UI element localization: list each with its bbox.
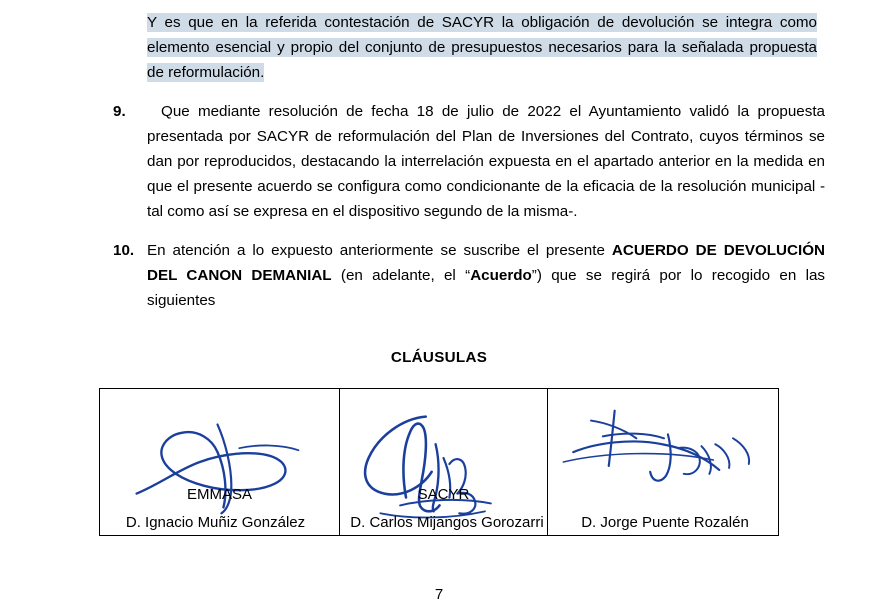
item-10-text [147,238,825,313]
item-10-text-part-2: (en adelante, el “ [331,267,471,284]
page-number: 7 [434,586,444,603]
numbered-item-10 [113,238,825,313]
signature-name-sacyr: D. Carlos Mijangos Gorozarri [350,514,544,531]
item-10-text-part-1: En atención a lo expuesto anteriormente se suscribe el presente [147,242,612,259]
signature-org-emmasa: EMMASA [186,486,252,503]
signature-cell-emmasa [100,389,340,535]
signature-name-emmasa: D. Ignacio Muñiz González [125,514,306,531]
signature-org-sacyr: SACYR [417,486,470,503]
item-10-text-part-3: ”) que se regirá por lo recogido en las siguientes [147,267,826,309]
signature-name-puente: D. Jorge Puente Rozalén [581,514,749,531]
highlighted-text: Y es que en la referida contestación de SACYR la obligación de devolución se integra como elemento esencial y propio del conjunto de presupuestos necesarios para la señalada propuesta de reformulación. [147,14,817,81]
signature-cell-sacyr [340,389,548,535]
signature-cell-puente [548,389,778,535]
item-10-bold-acuerdo-canon: ACUERDO DE DEVOLUCIÓN DEL CANON DEMANIAL [147,242,825,284]
item-10-number: 10. [113,242,135,259]
signature-table [99,388,779,536]
highlighted-paragraph [147,10,817,85]
numbered-item-9 [113,99,825,224]
item-9-text [147,99,825,224]
section-heading-clausulas: CLÁUSULAS [390,349,488,366]
item-10-bold-acuerdo: Acuerdo [470,267,532,284]
item-9-body: Que mediante resolución de fecha 18 de julio de 2022 el Ayuntamiento validó la propuesta presentada por SACYR de reformulación del Plan de Inversiones del Contrato, cuyos términos se dan por reproducidos, destacando la interrelación expuesta en el apartado anterior en la medida en que el presente acuerdo se configura como condicionante de la eficacia de la resolución municipal -tal como así se expresa en el dispositivo segundo de la misma-. [147,103,825,220]
item-9-number: 9. [113,103,126,120]
